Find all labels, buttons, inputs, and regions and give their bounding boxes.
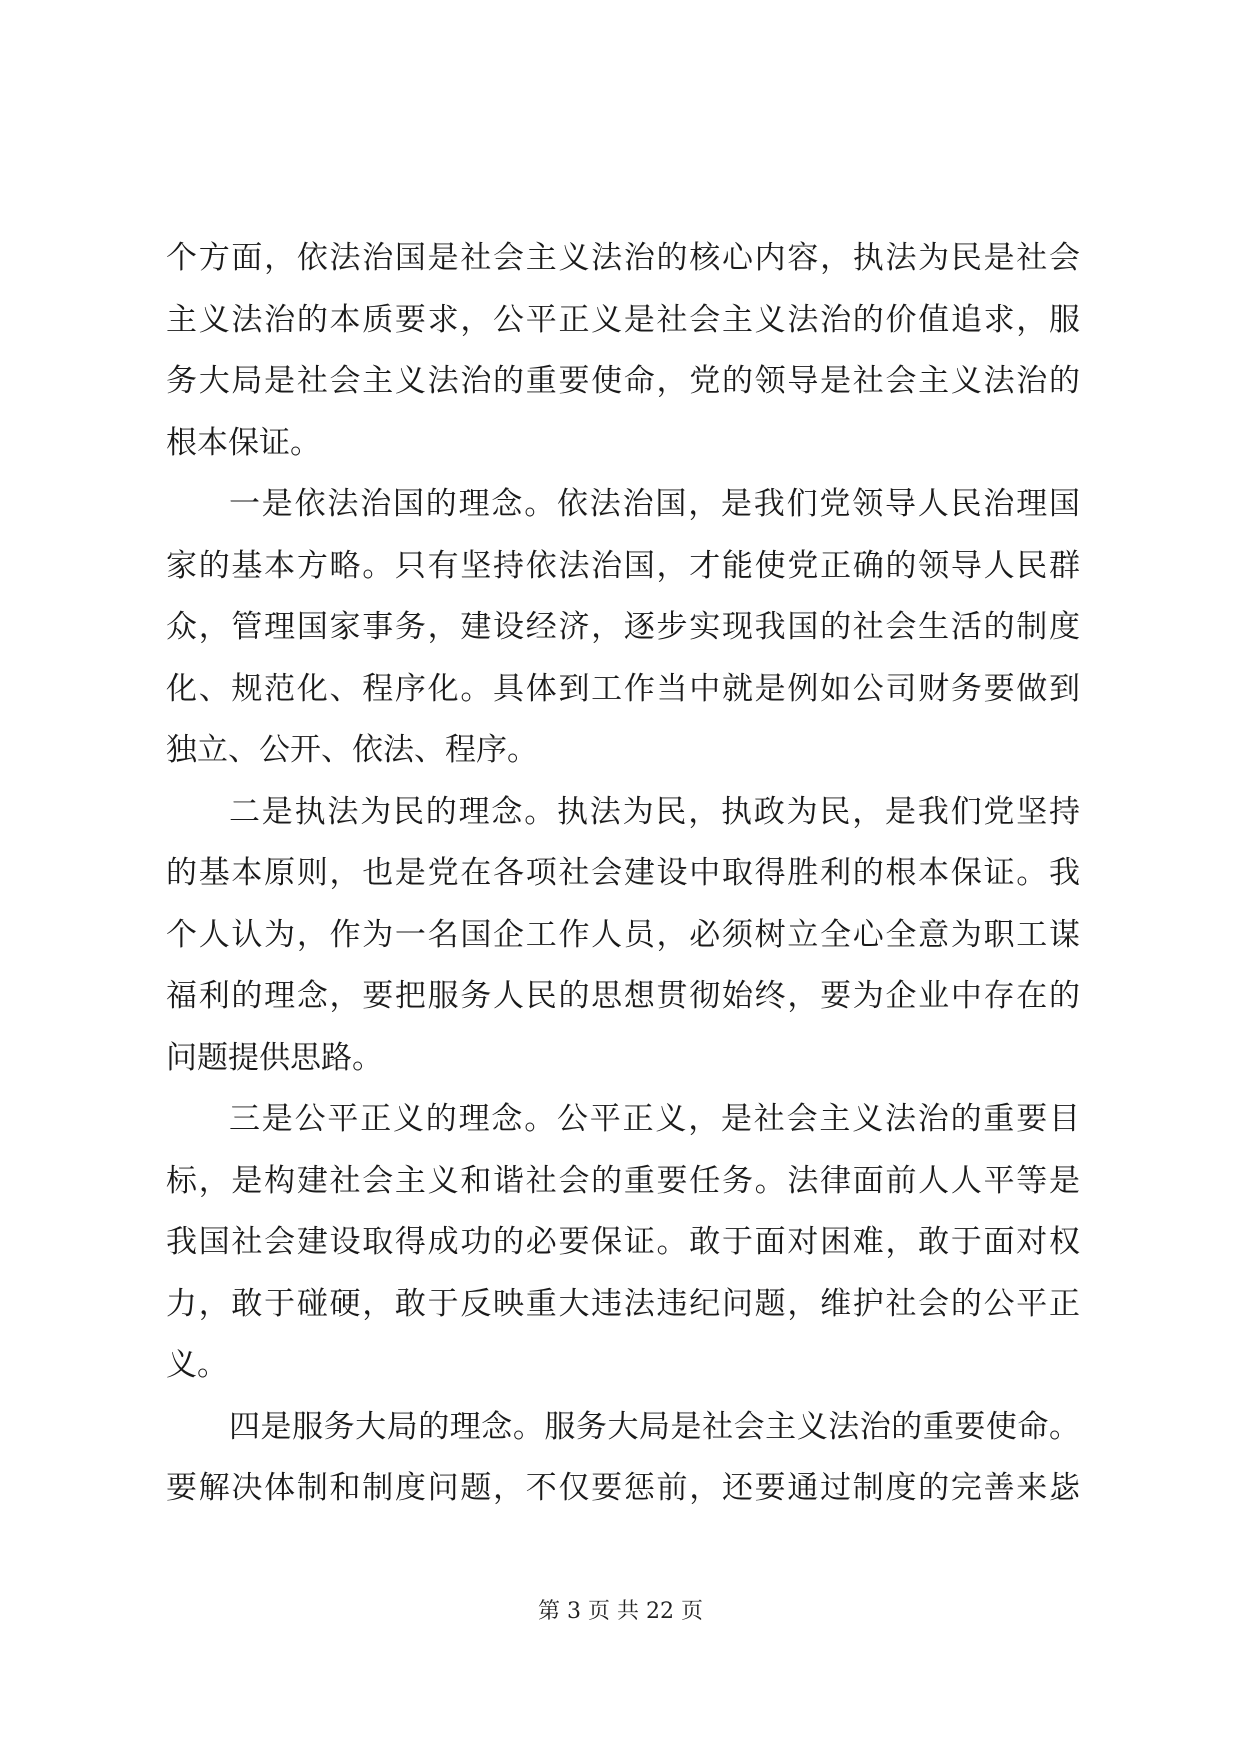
text-line: 众，管理国家事务，建设经济，逐步实现我国的社会生活的制度	[166, 609, 1080, 645]
text-line: 问题提供思路。	[166, 1039, 383, 1076]
text-line: 个人认为，作为一名国企工作人员，必须树立全心全意为职工谋	[166, 916, 1080, 953]
text-line: 的基本原则，也是党在各项社会建设中取得胜利的根本保证。我	[166, 855, 1080, 891]
text-line: 家的基本方略。只有坚持依法治国，才能使党正确的领导人民群	[166, 547, 1080, 584]
paragraph-first-line: 四是服务大局的理念。服务大局是社会主义法治的重要使命。	[229, 1408, 1080, 1445]
paragraph-first-line: 二是执法为民的理念。执法为民，执政为民，是我们党坚持	[229, 793, 1080, 830]
text-line: 务大局是社会主义法治的重要使命，党的领导是社会主义法治的	[166, 363, 1080, 399]
text-line: 个方面，依法治国是社会主义法治的核心内容，执法为民是社会	[166, 240, 1080, 276]
text-line: 根本保证。	[166, 424, 321, 461]
page-number-footer: 第 3 页 共 22 页	[538, 1599, 703, 1624]
text-line: 独立、公开、依法、程序。	[166, 732, 538, 768]
text-line: 力，敢于碰硬，敢于反映重大违法违纪问题，维护社会的公平正	[166, 1285, 1080, 1322]
text-line: 义。	[166, 1347, 228, 1383]
paragraph-first-line: 三是公平正义的理念。公平正义，是社会主义法治的重要目	[229, 1101, 1080, 1137]
text-line: 标，是构建社会主义和谐社会的重要任务。法律面前人人平等是	[166, 1162, 1080, 1199]
text-line: 化、规范化、程序化。具体到工作当中就是例如公司财务要做到	[166, 670, 1080, 707]
text-line: 主义法治的本质要求，公平正义是社会主义法治的价值追求，服	[166, 301, 1080, 338]
paragraph-first-line: 一是依法治国的理念。依法治国，是我们党领导人民治理国	[229, 486, 1080, 522]
text-line: 福利的理念，要把服务人民的思想贯彻始终，要为企业中存在的	[166, 978, 1080, 1014]
document-body	[166, 228, 1080, 1520]
text-line: 我国社会建设取得成功的必要保证。敢于面对困难，敢于面对权	[166, 1224, 1080, 1260]
text-line: 要解决体制和制度问题，不仅要惩前，还要通过制度的完善来毖	[166, 1470, 1080, 1506]
